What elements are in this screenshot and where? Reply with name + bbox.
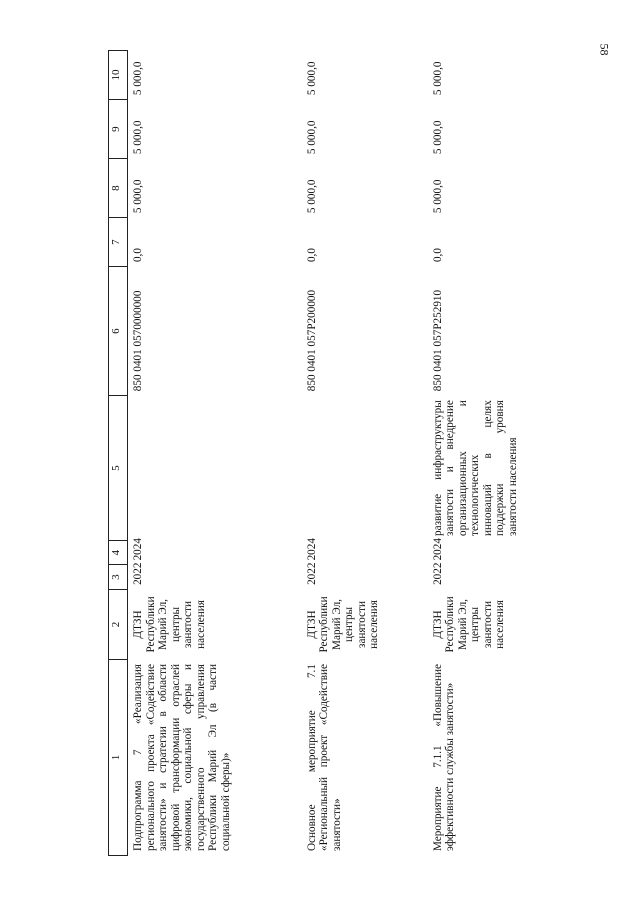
header-col-2: 2: [109, 589, 128, 659]
rotated-table-wrapper: [108, 50, 591, 856]
row1-val7: 0,0: [132, 248, 144, 263]
row2-code: 850 0401 057Р200000: [305, 289, 318, 392]
row1-val10: 5 000,0: [132, 61, 144, 96]
row1-result: [128, 396, 304, 541]
row3-val7: 0,0: [431, 248, 444, 263]
header-col-7: 7: [109, 218, 128, 267]
table-row: [128, 51, 304, 856]
row3-result: развитие инфраструктуры занятости и внедрение организационных и технологических инноваций в целях поддержки уровня занятости населения: [431, 400, 519, 536]
row1-code: 850 0401 0570000000: [132, 290, 144, 392]
row1-name: Подпрограмма 7 «Реализация регионального проекта «Содействие занятости» и стратегии в области цифровой трансформации отраслей экономики, социальной сферы и государственного управления Республики Марий Эл (в части социальной сферы)»: [132, 664, 232, 851]
row1-val8: 5 000,0: [132, 179, 144, 214]
row2-val9: 5 000,0: [305, 120, 318, 155]
budget-table: [108, 50, 544, 856]
row3-end-year: 2024: [431, 538, 444, 561]
row3-code: 850 0401 057Р252910: [431, 289, 444, 392]
row2-result: [304, 396, 430, 541]
row1-end-year: 2024: [132, 538, 144, 561]
row2-executor: ДТЗН Республики Марий Эл, центры занятости населения: [305, 596, 380, 653]
table-row: [304, 51, 430, 856]
page-number: 58: [597, 43, 612, 56]
header-col-1: 1: [109, 660, 128, 856]
header-col-6: 6: [109, 267, 128, 396]
header-col-3: 3: [109, 565, 128, 589]
row3-start-year: 2022: [431, 562, 444, 585]
row3-executor: ДТЗН Республики Марий Эл, центры занятости населения: [431, 596, 506, 653]
row2-val8: 5 000,0: [305, 179, 318, 214]
header-col-8: 8: [109, 159, 128, 218]
row1-val9: 5 000,0: [132, 120, 144, 155]
row3-val10: 5 000,0: [431, 61, 444, 96]
header-col-10: 10: [109, 51, 128, 100]
header-col-9: 9: [109, 100, 128, 159]
row3-val9: 5 000,0: [431, 120, 444, 155]
row2-name: Основное мероприятие 7.1 «Региональный проект «Содействие занятости»: [305, 664, 343, 851]
table-row: [430, 51, 544, 856]
header-row: [109, 51, 128, 856]
row3-val8: 5 000,0: [431, 179, 444, 214]
row2-start-year: 2022: [305, 562, 318, 585]
row1-start-year: 2022: [132, 562, 144, 585]
row2-val10: 5 000,0: [305, 61, 318, 96]
row2-val7: 0,0: [305, 248, 318, 263]
row3-name: Мероприятие 7.1.1 «Повышение эффективности службы занятости»: [431, 664, 456, 851]
row1-executor: ДТЗН Республики Марий Эл, центры занятости населения: [132, 596, 207, 653]
row2-end-year: 2024: [305, 538, 318, 561]
header-col-5: 5: [109, 396, 128, 541]
header-col-4: 4: [109, 540, 128, 564]
